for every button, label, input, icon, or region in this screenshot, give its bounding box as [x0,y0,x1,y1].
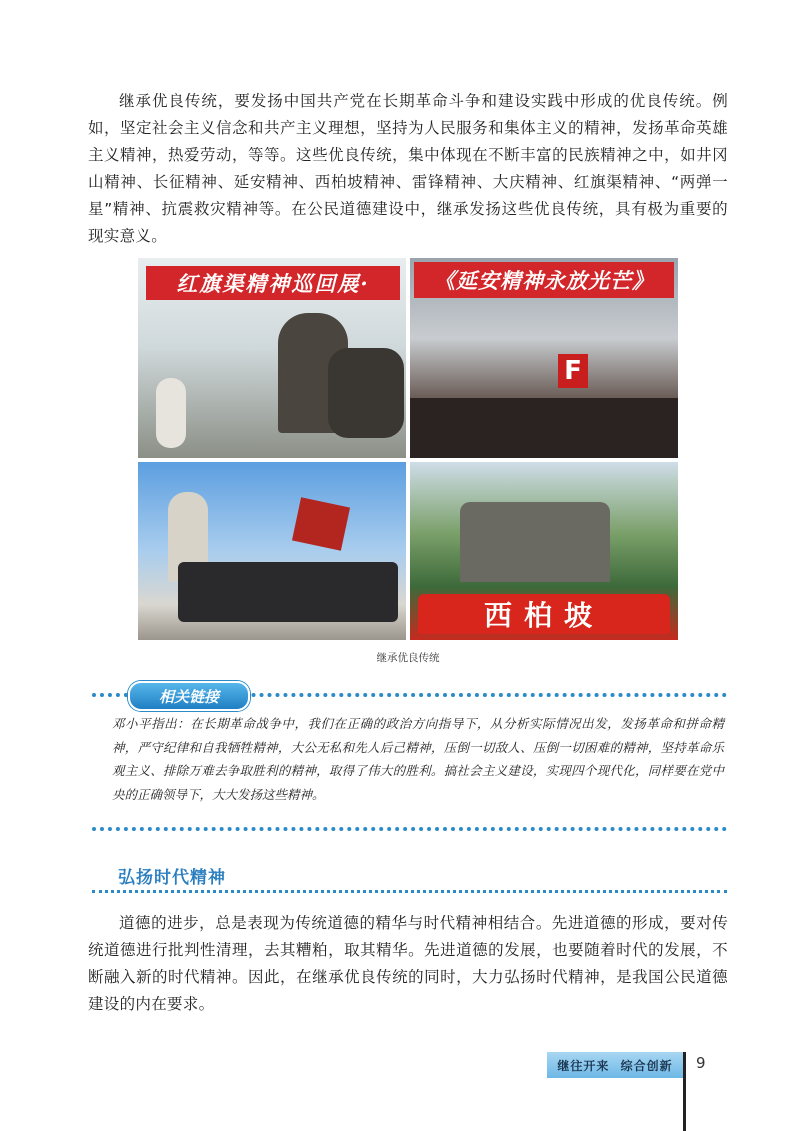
photo-xibaipo [410,462,678,640]
sign-f: F [558,354,588,388]
related-link-bottom-border [92,827,727,831]
flowerbed-xibaipo: 西柏坡 [418,594,670,634]
body-paragraph-2: 道德的进步，总是表现为传统道德的精华与时代精神相结合。先进道德的形成，要对传统道德进行批判性清理，去其糟粕，取其精华。先进道德的发展，也要随着时代的发展，不断融入新的时代精神。因此，在继承优良传统的同时，大力弘扬时代精神，是我国公民道德建设的内在要求。 [88,914,728,1013]
related-link-quote: 邓小平指出：在长期革命战争中，我们在正确的政治方向指导下，从分析实际情况出发，发扬革命和拼命精神，严守纪律和自我牺牲精神，大公无私和先人后己精神，压倒一切敌人、压倒一切困难的精神，坚持革命乐观主义、排除万难去争取胜利的精神，取得了伟大的胜利。搞社会主义建设，实现四个现代化，同样要在党中央的正确领导下，大大发扬这些精神。 [112,716,724,802]
body-paragraph-1: 继承优良传统，要发扬中国共产党在长期革命斗争和建设实践中形成的优良传统。例如，坚定社会主义信念和共产主义理想，坚持为人民服务和集体主义的精神，发扬革命英雄主义精神，热爱劳动，等等。这些优良传统，集中体现在不断丰富的民族精神之中，如井冈山精神、长征精神、延安精神、西柏坡精神、雷锋精神、大庆精神、红旗渠精神、“两弹一星”精神、抗震救灾精神等。在公民道德建设中，继承发扬这些优良传统，具有极为重要的现实意义。 [88,92,728,245]
photo-collage [138,258,678,640]
banner-yanan: 《延安精神永放光芒》 [414,262,674,298]
section-title-underline [92,890,727,893]
related-link-label: 相关链接 [128,681,250,711]
footer-divider [683,1052,686,1131]
page-number: 9 [696,1054,706,1072]
photo-yanan-exhibition [410,258,678,458]
photo-caption: 继承优良传统 [376,652,440,664]
red-flag [292,497,350,550]
photo-memorial-group [138,462,406,640]
footer-chapter-tab: 继往开来 综合创新 [547,1052,683,1078]
banner-hongqiqu: 红旗渠精神巡回展· [146,266,400,300]
photo-hongqiqu-exhibition [138,258,406,458]
section-title: 弘扬时代精神 [118,868,226,888]
